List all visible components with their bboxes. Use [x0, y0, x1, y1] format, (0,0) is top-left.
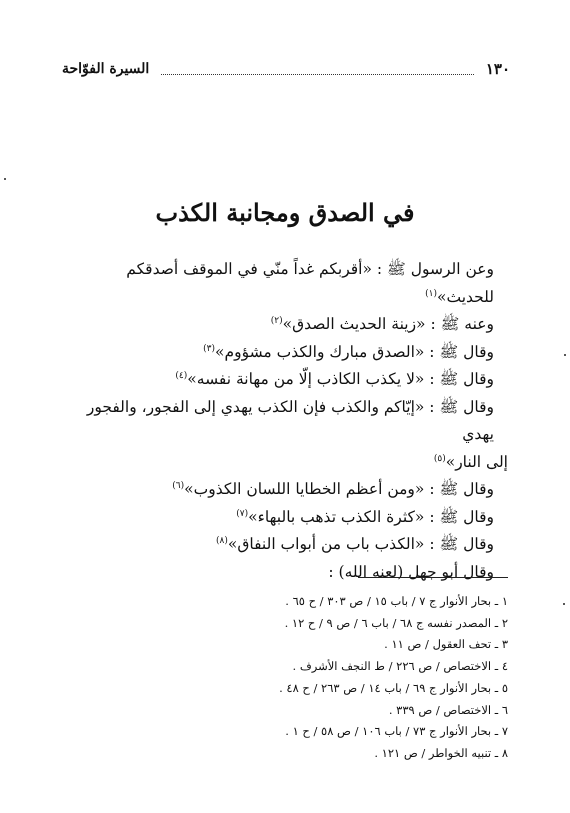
footnotes [68, 591, 508, 765]
paragraph-1 [68, 256, 508, 311]
paragraph-text: وعنه ﷺ : «زينة الحديث الصدق» [282, 315, 494, 333]
paragraph-text: وقال ﷺ : «الصدق مبارك والكذب مشؤوم» [215, 342, 494, 361]
paragraph-9 [68, 559, 508, 587]
body-text [68, 256, 508, 586]
paragraph-5-continued [68, 449, 508, 477]
chapter-title: في الصدق ومجانبة الكذب [155, 198, 415, 227]
footnote-marker: (٢) [270, 315, 283, 326]
paragraph-text: وقال ﷺ : «كثرة الكذب تذهب بالبهاء» [248, 507, 494, 526]
footnote-item: ٣ ـ تحف العقول / ص ١١ . [384, 637, 508, 652]
running-header [62, 58, 510, 80]
footnote-item: ٨ ـ تنبيه الخواطر / ص ١٢١ . [374, 745, 508, 760]
header-leader-dots [161, 64, 474, 75]
footnote-item: ٢ ـ المصدر نفسه ج ٦٨ / باب ٦ / ص ٩ / ح ١٢ . [284, 615, 508, 630]
scan-speck [4, 178, 6, 180]
footnote-item: ٦ ـ الاختصاص / ص ٣٣٩ . [388, 702, 508, 717]
footnote-marker: (٧) [236, 508, 249, 519]
page-number: ١٣٠ [485, 60, 510, 78]
footnote-item: ١ ـ بحار الأنوار ج ٧ / باب ١٥ / ص ٣٠٣ / ح ٦٥ . [285, 594, 508, 608]
paragraph-text: وعن الرسول ﷺ : «أقربكم غداً منّي في الموقف أصدقكم للحديث» [126, 260, 494, 306]
footnote-marker: (٣) [203, 343, 216, 354]
paragraph-5 [68, 394, 508, 449]
scan-speck [563, 603, 565, 605]
paragraph-text: وقال ﷺ : «الكذب باب من أبواب النفاق» [227, 535, 494, 553]
paragraph-6 [68, 476, 508, 504]
paragraph-text: وقال ﷺ : «إيّاكم والكذب فإن الكذب يهدي إلى الفجور، والفجور يهدي [86, 397, 494, 443]
footnote-marker: (٥) [433, 453, 446, 464]
footnote-divider [358, 577, 508, 578]
footnote-marker: (٤) [175, 370, 188, 381]
paragraph-4 [68, 366, 508, 394]
paragraph-7 [68, 504, 508, 532]
paragraph-2 [68, 311, 508, 339]
footnote-item: ٧ ـ بحار الأنوار ج ٧٣ / باب ١٠٦ / ص ٥٨ / ح ١ . [285, 724, 508, 739]
paragraph-text: وقال ﷺ : «لا يكذب الكاذب إلّا من مهانة نفسه» [187, 370, 494, 388]
paragraph-8 [68, 531, 508, 559]
footnote-marker: (١) [425, 288, 437, 299]
paragraph-text: إلى النار» [445, 452, 508, 471]
paragraph-text: وقال أبو جهل (لعنه الله) : [328, 562, 494, 581]
scan-speck [564, 354, 566, 356]
running-title: السيرة الفوّاحة [62, 61, 150, 77]
footnote-item: ٤ ـ الاختصاص / ص ٢٢٦ / ط النجف الأشرف . [292, 659, 508, 674]
footnote-item: ٥ ـ بحار الأنوار ج ٦٩ / باب ١٤ / ص ٢٦٣ / ح ٤٨ . [279, 680, 508, 695]
paragraph-3 [68, 339, 508, 367]
footnote-marker: (٨) [215, 535, 228, 546]
footnote-marker: (٦) [172, 480, 185, 491]
paragraph-text: وقال ﷺ : «ومن أعظم الخطايا اللسان الكذوب» [184, 480, 494, 498]
